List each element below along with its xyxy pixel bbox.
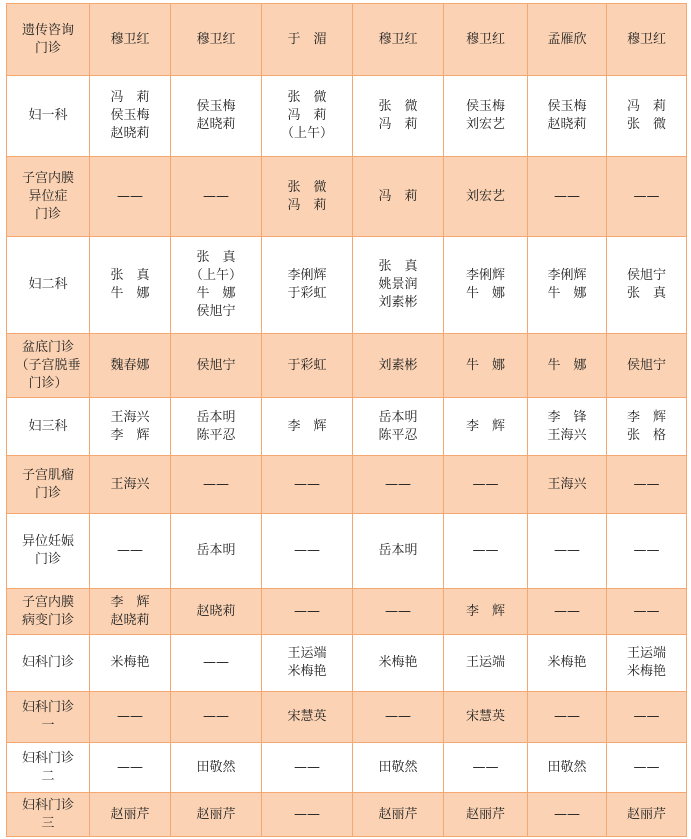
schedule-cell: 田敬然 <box>353 743 444 793</box>
schedule-cell: —— <box>444 514 528 589</box>
header-doctor-cell: 于 湄 <box>262 4 353 76</box>
table-row <box>7 793 687 837</box>
schedule-cell: —— <box>171 456 262 514</box>
schedule-cell: —— <box>90 157 171 237</box>
schedule-cell: 李 辉 <box>444 398 528 456</box>
schedule-cell: 张 真 （上午） 牛 娜 侯旭宁 <box>171 237 262 334</box>
schedule-cell: —— <box>171 692 262 743</box>
schedule-cell: 田敬然 <box>528 743 607 793</box>
schedule-cell: 刘宏艺 <box>444 157 528 237</box>
schedule-cell: 李 辉 张 格 <box>607 398 687 456</box>
schedule-cell: 王海兴 <box>90 456 171 514</box>
schedule-cell: 岳本明 <box>353 514 444 589</box>
schedule-cell: 赵丽芹 <box>171 793 262 837</box>
schedule-cell: —— <box>607 157 687 237</box>
schedule-cell: 张 微 冯 莉 <box>353 76 444 157</box>
table-row <box>7 743 687 793</box>
schedule-cell: 冯 莉 张 微 <box>607 76 687 157</box>
schedule-cell: 侯旭宁 <box>607 334 687 398</box>
schedule-cell: —— <box>353 692 444 743</box>
table-row <box>7 692 687 743</box>
schedule-cell: —— <box>607 456 687 514</box>
table-row <box>7 635 687 692</box>
schedule-cell: —— <box>262 456 353 514</box>
schedule-cell: 牛 娜 <box>444 334 528 398</box>
schedule-cell: 田敬然 <box>171 743 262 793</box>
schedule-cell: —— <box>607 743 687 793</box>
table-row <box>7 334 687 398</box>
schedule-cell: 张 真 牛 娜 <box>90 237 171 334</box>
table-header-row <box>7 4 687 76</box>
schedule-cell: —— <box>444 743 528 793</box>
schedule-cell: 李俐辉 牛 娜 <box>528 237 607 334</box>
schedule-cell: 侯旭宁 <box>171 334 262 398</box>
schedule-cell: —— <box>528 514 607 589</box>
schedule-cell: 岳本明 陈平忍 <box>171 398 262 456</box>
table-row <box>7 456 687 514</box>
schedule-cell: —— <box>607 514 687 589</box>
schedule-cell: 王海兴 李 辉 <box>90 398 171 456</box>
schedule-cell: —— <box>90 514 171 589</box>
header-doctor-cell: 穆卫红 <box>90 4 171 76</box>
dept-name-cell: 妇一科 <box>7 76 90 157</box>
schedule-cell: —— <box>607 589 687 635</box>
table-row <box>7 157 687 237</box>
schedule-cell: 王运端 米梅艳 <box>607 635 687 692</box>
table-row <box>7 237 687 334</box>
schedule-cell: 王运端 米梅艳 <box>262 635 353 692</box>
schedule-cell: 赵丽芹 <box>353 793 444 837</box>
header-dept-cell: 遗传咨询 门诊 <box>7 4 90 76</box>
table-row <box>7 76 687 157</box>
schedule-cell: 侯旭宁 张 真 <box>607 237 687 334</box>
schedule-cell: 刘素彬 <box>353 334 444 398</box>
schedule-cell: —— <box>262 743 353 793</box>
dept-name-cell: 妇科门诊 二 <box>7 743 90 793</box>
schedule-cell: —— <box>171 635 262 692</box>
schedule-cell: 于彩虹 <box>262 334 353 398</box>
schedule-cell: —— <box>90 743 171 793</box>
schedule-cell: 侯玉梅 刘宏艺 <box>444 76 528 157</box>
schedule-cell: 赵丽芹 <box>607 793 687 837</box>
schedule-cell: —— <box>528 589 607 635</box>
dept-name-cell: 妇科门诊 <box>7 635 90 692</box>
dept-name-cell: 妇三科 <box>7 398 90 456</box>
schedule-cell: 冯 莉 侯玉梅 赵晓莉 <box>90 76 171 157</box>
schedule-cell: 张 微 冯 莉 （上午） <box>262 76 353 157</box>
schedule-cell: —— <box>528 793 607 837</box>
schedule-cell: 赵丽芹 <box>90 793 171 837</box>
schedule-cell: —— <box>528 157 607 237</box>
header-doctor-cell: 穆卫红 <box>607 4 687 76</box>
schedule-cell: 米梅艳 <box>528 635 607 692</box>
dept-name-cell: 妇科门诊 一 <box>7 692 90 743</box>
table-row <box>7 514 687 589</box>
schedule-cell: 魏春娜 <box>90 334 171 398</box>
schedule-cell: 赵晓莉 <box>171 589 262 635</box>
schedule-cell: —— <box>171 157 262 237</box>
schedule-cell: —— <box>262 793 353 837</box>
schedule-cell: 李 辉 <box>444 589 528 635</box>
table-row <box>7 398 687 456</box>
schedule-cell: 岳本明 <box>171 514 262 589</box>
header-doctor-cell: 穆卫红 <box>353 4 444 76</box>
schedule-cell: 米梅艳 <box>90 635 171 692</box>
header-doctor-cell: 孟雁欣 <box>528 4 607 76</box>
schedule-cell: 李 锋 王海兴 <box>528 398 607 456</box>
schedule-cell: —— <box>528 692 607 743</box>
schedule-cell: 王运端 <box>444 635 528 692</box>
dept-name-cell: 妇二科 <box>7 237 90 334</box>
schedule-cell: 张 真 姚景润 刘素彬 <box>353 237 444 334</box>
schedule-cell: 李 辉 赵晓莉 <box>90 589 171 635</box>
schedule-cell: 宋慧英 <box>444 692 528 743</box>
schedule-cell: —— <box>607 692 687 743</box>
schedule-cell: 李俐辉 牛 娜 <box>444 237 528 334</box>
schedule-cell: 侯玉梅 赵晓莉 <box>528 76 607 157</box>
dept-name-cell: 盆底门诊 （子宫脱垂 门诊） <box>7 334 90 398</box>
dept-name-cell: 妇科门诊 三 <box>7 793 90 837</box>
dept-name-cell: 子宫内膜 异位症 门诊 <box>7 157 90 237</box>
schedule-cell: 李俐辉 于彩虹 <box>262 237 353 334</box>
header-doctor-cell: 穆卫红 <box>444 4 528 76</box>
schedule-cell: 张 微 冯 莉 <box>262 157 353 237</box>
schedule-cell: 王海兴 <box>528 456 607 514</box>
schedule-cell: 李 辉 <box>262 398 353 456</box>
schedule-cell: 牛 娜 <box>528 334 607 398</box>
schedule-cell: —— <box>353 589 444 635</box>
schedule-cell: 赵丽芹 <box>444 793 528 837</box>
schedule-cell: 宋慧英 <box>262 692 353 743</box>
schedule-cell: —— <box>90 692 171 743</box>
schedule-cell: 米梅艳 <box>353 635 444 692</box>
dept-name-cell: 子宫内膜 病变门诊 <box>7 589 90 635</box>
schedule-cell: 侯玉梅 赵晓莉 <box>171 76 262 157</box>
clinic-schedule-table <box>6 3 687 837</box>
dept-name-cell: 子宫肌瘤 门诊 <box>7 456 90 514</box>
header-doctor-cell: 穆卫红 <box>171 4 262 76</box>
schedule-cell: —— <box>353 456 444 514</box>
table-row <box>7 589 687 635</box>
schedule-cell: —— <box>262 514 353 589</box>
schedule-cell: —— <box>444 456 528 514</box>
schedule-cell: 岳本明 陈平忍 <box>353 398 444 456</box>
dept-name-cell: 异位妊娠 门诊 <box>7 514 90 589</box>
schedule-cell: 冯 莉 <box>353 157 444 237</box>
schedule-cell: —— <box>262 589 353 635</box>
